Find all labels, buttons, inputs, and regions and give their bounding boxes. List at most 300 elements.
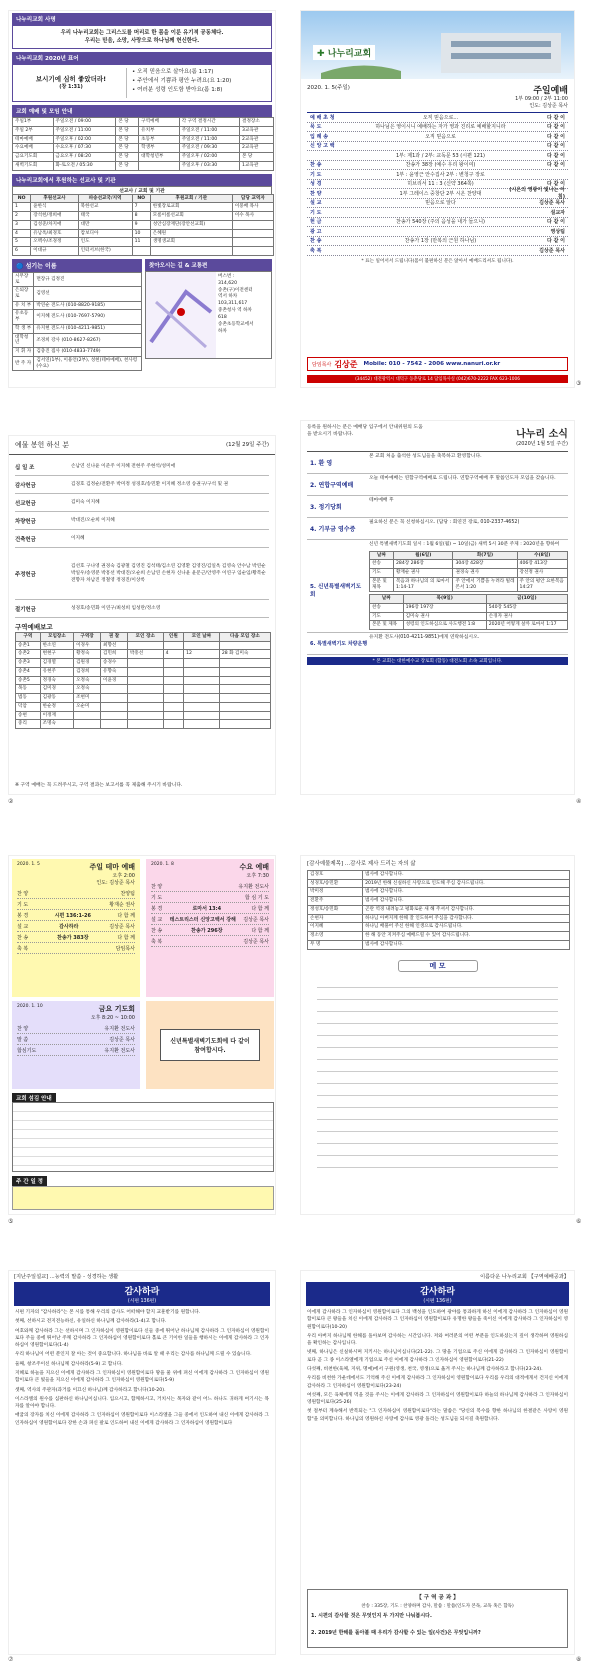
map-image xyxy=(146,272,216,358)
offering-category: 감사헌금 xyxy=(15,482,36,489)
table-cell xyxy=(101,711,128,720)
table-cell xyxy=(219,641,270,650)
worship-row xyxy=(13,135,274,144)
offering-names: 손남연 신나윤 이준주 이지혜 전현주 주현석/성미애 xyxy=(71,463,176,469)
table-cell: 장석헌/정희애 xyxy=(31,212,78,221)
offering-row xyxy=(15,548,269,600)
staff-map-row xyxy=(12,259,272,369)
news-item xyxy=(307,474,568,496)
page-number: ⑤ xyxy=(8,1218,14,1225)
table-cell: 황정숙 xyxy=(74,650,101,659)
table-cell: 이경우 xyxy=(74,641,101,650)
table-cell xyxy=(184,667,220,676)
table-cell: 유초등부 xyxy=(13,310,34,324)
table-cell: 주일오후 / 02:00 xyxy=(53,135,116,144)
sermon-title-box xyxy=(14,1282,270,1306)
cell-row xyxy=(16,659,271,668)
map-info-line: 송촌(구)이전센터 xyxy=(218,287,253,293)
table-cell: 변현구 xyxy=(40,650,73,659)
table-header-cell: 모인 장소 xyxy=(127,633,163,642)
table-cell: 3 xyxy=(13,220,31,229)
table-cell: 전환주 xyxy=(308,897,363,906)
staff-row xyxy=(13,333,142,347)
order-item-content: 오직 믿음으로... xyxy=(422,114,459,121)
table-cell: 결정장소 xyxy=(240,118,274,127)
order-item-leader: 다 같 이 xyxy=(547,219,565,226)
table-header-cell: 후원선교사 xyxy=(31,194,78,203)
offering-names: 김미숙 이지혜 xyxy=(71,499,100,505)
order-item-label: 성 경 xyxy=(310,181,322,188)
thanks-row xyxy=(308,879,570,888)
order-item-content: 1부: 제1과 / 2부: 교독문 53 (시편 121) xyxy=(395,152,485,159)
table-cell: 반 주 자 xyxy=(13,356,34,370)
lesson-title-box xyxy=(306,1282,569,1306)
table-cell xyxy=(163,659,183,668)
staff-row xyxy=(13,348,142,357)
offering-row xyxy=(15,476,269,494)
page-1-info xyxy=(8,10,276,388)
page-number: ② xyxy=(8,798,14,805)
table-cell xyxy=(219,685,270,694)
goal-item: • 주안에서 기쁨과 평안 누려요(요 1:20) xyxy=(132,78,232,85)
order-row xyxy=(307,142,568,152)
table-cell: 하나님 배풀어 주신 한해 인생으로 감사드립니다. xyxy=(363,923,570,932)
table-header-row xyxy=(16,633,271,642)
lesson-paragraph: 이에게 감사하라 그 인자하심이 영원함이로다 그의 백성을 인도하여 광야를 통과하게 하신 이에게 감사하라 그 인자하심이 영원함이로다 큰 왕들을 치신 이에게 감사하라 그 인자하심이 영원함이로다 유명한 왕들을 죽이신 이에게 감사하라 그 인자하심이 영원함이로다(10-20) xyxy=(307,1310,568,1330)
table-cell: 캄보디아 xyxy=(78,229,132,238)
table-cell: 1 xyxy=(13,203,31,212)
table-cell: 범사에 감사합니다. xyxy=(363,888,570,897)
table-cell: 유향숙 xyxy=(101,667,128,676)
service-order-cell: 황재순 권사 xyxy=(109,901,135,908)
sunday-time: 오후 2:00 xyxy=(112,873,135,879)
table-cell: 196장 197장 xyxy=(403,603,486,612)
order-item-content: 믿음으로 알다 xyxy=(425,200,456,207)
cover-banner xyxy=(301,11,574,79)
table-cell xyxy=(219,720,270,729)
cell-row xyxy=(16,685,271,694)
sunday-leader: 인도: 김상준 목사 xyxy=(96,880,135,886)
news-item-text: 테마예배 후 xyxy=(369,498,394,503)
news-item-text: 오늘 테마예배는 연합구역예배로 드립니다. 연합구역예배 후 말씀인도자 모임을 갖습니다. xyxy=(369,476,556,481)
memo-line xyxy=(317,1012,558,1024)
table-cell: 김충진 집사 (010-4833-7749) xyxy=(34,348,142,357)
table-header-cell: 구역장 xyxy=(74,633,101,642)
mission-table xyxy=(12,194,274,256)
wednesday-title: 수요 예배 xyxy=(239,863,269,871)
table-cell: 조현미 xyxy=(74,694,101,703)
table-cell: 1교육관 xyxy=(240,161,274,170)
order-item-content: 찬송가 1장 (만복의 근원 하나님) xyxy=(404,238,477,245)
table-cell: 새벽기도회 xyxy=(13,161,54,170)
table-cell: 구역예배 xyxy=(139,118,180,127)
dawn-row xyxy=(370,569,568,578)
news-foot: * 본 교회는 대한예수교 장로회 (합동) 대전노회 소속 교회입니다. xyxy=(307,657,568,665)
table-cell xyxy=(127,711,163,720)
table-cell: 주일오후 / 02:00 xyxy=(179,153,239,162)
order-row xyxy=(307,123,568,133)
table-cell: 초등부 xyxy=(139,135,180,144)
table-cell: 인도 xyxy=(78,238,132,247)
order-list xyxy=(307,112,568,256)
page-number: ⑦ xyxy=(8,1656,14,1663)
table-cell xyxy=(150,247,232,256)
table-cell xyxy=(127,641,163,650)
page-number: ③ xyxy=(576,380,582,387)
apply-box xyxy=(307,1589,568,1648)
page-8-lesson xyxy=(300,1270,575,1655)
memo-line xyxy=(317,1144,558,1156)
service-order-cell: 김상준 목사 xyxy=(109,923,135,930)
table-cell: 곤란 역경 내려놓고 평화로운 새 해 주셔서 감사합니다. xyxy=(363,905,570,914)
table-cell: 3교육관 xyxy=(240,126,274,135)
sermon-paragraph: 지혜로 하늘을 지으신 이에게 감사하라 그 인자하심이 영원함이로다 땅을 물 위에 펴신 이에게 감사하라 그 인자하심이 영원함이로다 큰 빛들을 지으신 이에게 감사하라 그 인자하심이 영원함이로다(5-9) xyxy=(15,1370,269,1384)
order-row xyxy=(307,218,568,228)
thanks-row xyxy=(308,914,570,923)
news-item-text: 유지환 전도사(010-4211-9851)에게 연락하십시오. xyxy=(369,635,480,641)
table-cell xyxy=(232,238,273,247)
table-cell xyxy=(163,685,183,694)
cell-title: 구역예배보고 xyxy=(15,623,53,631)
table-cell: 유현주 xyxy=(40,667,73,676)
lesson-paragraph: 여섯째, 모든 육체에게 먹을 것을 주시는 이에게 감사하라 그 인자하심이 영원함이로다 하늘의 하나님께 감사하라 그 인자하심이 영원함이로다(25-26) xyxy=(307,1392,568,1406)
table-cell: 284장 286장 xyxy=(393,560,452,569)
service-order-row xyxy=(17,1045,135,1056)
memo-line xyxy=(317,1036,558,1048)
table-cell: 주 안에서 기쁨을 누려라 빌레몬서 1:20 xyxy=(453,577,517,591)
table-cell: 김광동 xyxy=(40,694,73,703)
service-order-cell: 찬양팀 xyxy=(120,890,135,897)
memo-lines xyxy=(317,976,558,1168)
table-header-row xyxy=(370,551,568,560)
service-order-cell: 찬 송 xyxy=(17,934,29,941)
sermon-paragraph: 시편 기자의 "감사하라"는 본 시를 통해 우리의 감사도 어떠해야 할지 교훈받기를 원합니다. xyxy=(15,1310,201,1315)
table-cell: 주일 2부 xyxy=(13,126,54,135)
table-header-cell: 수(8일) xyxy=(517,551,567,560)
sermon-head: [지난주일설교] ...능력의 말씀 - 성경하는 생활 xyxy=(14,1274,119,1280)
table-cell: 본문 및 제목 xyxy=(370,577,394,591)
table-cell: 김원경 xyxy=(74,659,101,668)
question-1: 1. 시편의 감사할 것은 무엇인지 두 가지만 나눠봅시다. xyxy=(311,1613,432,1619)
offering-names: 김선호 구나영 권경숙 김광철 김영진 김석태/김소연 김영환 김영진/김일옥 김영숙 안수남 박연순 박일우/송영분 박흥선 박대진/오순희 손남연 손현자 신나윤 윤문근/안영주 이연구 임순임/황복순 전향자 차남진 정철영 정경진/이상록 xyxy=(71,563,266,584)
dawn-prayer-block xyxy=(307,540,568,633)
thanks-title: [감사예물제목] ...감사로 제사 드리는 자의 삶 xyxy=(307,861,416,867)
news-item-text: 필요하신 분은 꼭 신청하십시오. (담당 : 회연진 장로, 010-2337-4652) xyxy=(369,520,520,525)
service-order-cell: 찬 양 xyxy=(17,890,29,897)
service-order-cell: 합 심 기 도 xyxy=(244,894,269,901)
table-cell: 유지현 전도사 (010-4211-9851) xyxy=(34,324,142,333)
table-cell: 김영선 xyxy=(34,287,142,301)
table-cell: 수요예배 xyxy=(13,144,54,153)
order-row xyxy=(307,237,568,247)
table-cell: 송현 xyxy=(16,711,41,720)
lesson-paragraph: 다섯째, 비천한(육체, 지위, 명예)에서 구원(영생, 천국, 영생)으로 옮겨 주시는 하나님께 감사하라고 합니다(23-24). xyxy=(307,1366,543,1372)
staff-row xyxy=(13,356,142,370)
page-6-thanks xyxy=(300,855,575,1215)
order-item-leader: 다 같 이 xyxy=(547,133,565,140)
table-cell: 2020년 어떻게 살까 로마서 1:17 xyxy=(486,621,567,630)
staff-row xyxy=(13,301,142,310)
table-cell: 복음과 하나님의 의 로마서 1:14-17 xyxy=(393,577,452,591)
table-cell: 범사에 감사합니다. xyxy=(363,940,570,949)
table-cell: 범사에 감사합니다. xyxy=(363,871,570,880)
news-item-label: 3. 정기당회 xyxy=(310,504,342,511)
service-order-cell: 찬 양 xyxy=(151,883,163,890)
order-item-content: 찬송가 540장 (주의 음성을 내가 들으니) xyxy=(395,219,485,226)
table-cell: 주 안의 평안 요한복음 14:27 xyxy=(517,577,567,591)
service-order-cell: 축 복 xyxy=(151,938,163,945)
table-cell: 성경호/송민환 xyxy=(308,879,363,888)
table-cell: 박연순 전도사 (010-8820-9185) xyxy=(34,301,142,310)
map-info-line: 버스번 : xyxy=(218,273,235,279)
table-cell: 박흥선 xyxy=(127,650,163,659)
order-item-content: 히브리서 11 : 3 (신약 364쪽) xyxy=(407,181,474,188)
table-cell: 각 구역 결정시간 xyxy=(179,118,239,127)
sunday-title: 주일 테마 예배 xyxy=(89,863,135,871)
service-order-cell: 감사하라 xyxy=(59,923,79,930)
staff-table xyxy=(12,272,142,372)
table-header-cell: 모인 날짜 xyxy=(184,633,220,642)
order-item-label: 입 례 송 xyxy=(310,133,328,140)
news-item-label: 1. 환 영 xyxy=(310,460,333,467)
sermon-paragraph: 이스라엘의 원수를 심판하신 하나님이십니다. 입으시고, 함께하시고, 거치시는 목자와 같이 어느 하나도 귀하게 여기시는 목자를 알아야 합니다. xyxy=(15,1396,269,1410)
service-order-cell: 말 씀 xyxy=(17,1036,29,1043)
table-cell xyxy=(232,247,273,256)
table-cell: 9 xyxy=(132,220,150,229)
table-cell xyxy=(219,676,270,685)
worship-table xyxy=(12,117,274,170)
order-item-leader: 다 같 이 xyxy=(547,114,565,121)
table-cell: 은퇴장로 xyxy=(13,287,34,301)
service-order-cell: 김상준 목사 xyxy=(243,916,269,923)
worship-row xyxy=(13,153,274,162)
offering-category: 건축헌금 xyxy=(15,536,36,543)
table-header-cell: 후원교회 / 기관 xyxy=(150,194,232,203)
table-cell: 본문 및 제목 xyxy=(370,621,404,630)
table-cell: 금요오후 / 08:20 xyxy=(53,153,116,162)
table-cell: 주일오전 / 11:00 xyxy=(179,135,239,144)
order-item-leader: 김상준 목사 xyxy=(539,200,565,207)
serve-table xyxy=(12,1102,274,1172)
sermon-paragraph: 여호와께 감사하라 그는 선하시며 그 인자하심이 영원함이로다 신들 중에 뛰어난 하나님께 감사하라 그 인자하심이 영원함이로다 주들 중에 뛰어난 주께 감사하라 그 인자하심이 영원함이로다 홀로 큰 기이한 일들을 행하시는 이에게 감사하라 그 인자하심이 영원함이로다(1-4) xyxy=(15,1328,269,1349)
church-name: ✚ 나누리교회 xyxy=(313,45,375,60)
worship-title: 교회 예배 및 모임 안내 xyxy=(12,105,272,117)
table-cell xyxy=(101,702,128,711)
map-info-line: 103,311,617 xyxy=(218,301,248,307)
table-cell: 오정숙 xyxy=(74,676,101,685)
table-cell: 북한선교 xyxy=(78,203,132,212)
service-order-row xyxy=(17,910,135,921)
table-cell xyxy=(184,676,220,685)
table-header-cell: 구역 xyxy=(16,633,41,642)
order-item-label: 찬 송 xyxy=(310,162,322,169)
order-row xyxy=(307,189,568,199)
table-cell: 4 xyxy=(163,650,183,659)
dawn-row xyxy=(370,603,568,612)
table-header-cell: 권 찰 xyxy=(101,633,128,642)
new-year-prayer-note: 신년특별새벽기도회에 다 같이 참여합시다. xyxy=(160,1029,260,1061)
news-header xyxy=(301,421,574,451)
news-list xyxy=(307,451,568,540)
cell-report-table xyxy=(15,632,271,729)
map-box xyxy=(145,259,272,357)
service-order-row xyxy=(17,1023,135,1034)
table-cell: 오맥수/조경정 xyxy=(31,238,78,247)
memo-line xyxy=(317,988,558,1000)
order-item-label: 설 교 xyxy=(310,200,322,207)
lesson-head: 이름다운 나누리교회 【구역예배공과】 xyxy=(480,1274,569,1280)
table-cell: 금요기도회 xyxy=(13,153,54,162)
lesson-paragraph: 우리 아버지 하나님께 한해를 돌아보며 감사하는 시간입니다. 저와 여러분의 어떤 부분을 인도하셨는지 깊이 생각하며 영원하심을 확인하는 감사입니다. xyxy=(307,1333,568,1347)
worship-row xyxy=(13,118,274,127)
service-order-cell: 다 함 께 xyxy=(117,912,135,919)
table-cell: 찬송 xyxy=(370,560,394,569)
table-cell xyxy=(127,685,163,694)
table-cell xyxy=(184,659,220,668)
memo-line xyxy=(317,976,558,988)
page-number: ④ xyxy=(576,798,582,805)
service-order-cell: 설 교 xyxy=(17,923,29,930)
table-cell: 본 당 xyxy=(240,153,274,162)
table-cell: 성령의 인도하심으로 사도행전 1:8 xyxy=(403,621,486,630)
map-info-line: 314,620 xyxy=(218,280,237,286)
table-cell: 김미숙 권사 xyxy=(403,612,486,621)
table-cell xyxy=(74,720,101,729)
thanks-row xyxy=(308,940,570,949)
table-header-cell: 파송선교국/지역 xyxy=(78,194,132,203)
order-row xyxy=(307,151,568,161)
table-cell: 김성준/차지애 xyxy=(31,220,78,229)
order-item-content: 1부 그레이스 중창단 2부 시온 찬양대 xyxy=(399,190,482,197)
service-time-block xyxy=(301,96,574,110)
service-order-cell: 기 도 xyxy=(17,901,29,908)
table-cell: 오정숙 xyxy=(74,685,101,694)
cell-row xyxy=(16,711,271,720)
table-cell: 법동 xyxy=(16,694,41,703)
service-order-cell: 봉 경 xyxy=(17,912,29,919)
table-cell: 주일오전 / 09:00 xyxy=(53,118,116,127)
table-cell: 2교육관 xyxy=(240,135,274,144)
service-order-cell: 다 함 께 xyxy=(251,905,269,912)
table-header-row xyxy=(370,595,568,604)
table-cell xyxy=(127,667,163,676)
cell-row xyxy=(16,667,271,676)
table-cell: 범사에 감사합니다. xyxy=(363,897,570,906)
table-cell: 한순정 xyxy=(40,702,73,711)
table-header-cell: 다음 모임 장소 xyxy=(219,633,270,642)
memo-line xyxy=(317,1048,558,1060)
sermon-text xyxy=(9,1306,275,1432)
service-order-cell: 유지환 전도사 xyxy=(104,1047,135,1054)
order-item-label: 예 배 초 청 xyxy=(310,114,335,121)
memo-line xyxy=(317,1108,558,1120)
table-cell: 4 xyxy=(13,229,31,238)
order-item-leader: 다 같 이 xyxy=(547,124,565,131)
order-item-label: 신 앙 고 백 xyxy=(310,143,335,150)
new-year-prayer-box xyxy=(146,1001,274,1089)
table-cell: 주일오전 / 11:00 xyxy=(53,126,116,135)
table-header-cell: 날짜 xyxy=(370,551,394,560)
table-cell xyxy=(139,161,180,170)
news-intro: 등록을 원하시는 분은 예배당 입구에서 안내위원의 도움을 받으시기 바랍니다. xyxy=(307,425,423,437)
mission-row xyxy=(13,203,274,212)
mission-row xyxy=(13,220,274,229)
table-cell: 김경호 xyxy=(308,871,363,880)
table-cell: 6 xyxy=(13,247,31,256)
order-row xyxy=(307,227,568,237)
table-cell: 이수 목사 xyxy=(232,212,273,221)
thanks-row xyxy=(308,923,570,932)
table-cell: 모룸이룸선교회 xyxy=(150,212,232,221)
news-item xyxy=(307,452,568,474)
offering-names: 성경호/송민화 이연구/최성희 임성란/정소영 xyxy=(71,605,161,611)
table-cell: 이정재 xyxy=(40,711,73,720)
table-cell: 면장규 김정진 xyxy=(34,272,142,286)
offering-row xyxy=(15,600,269,618)
map-info-line: 송촌초등학교에서 xyxy=(218,322,254,327)
table-cell xyxy=(163,676,183,685)
table-cell: 이윤경 xyxy=(101,676,128,685)
table-cell: 12 xyxy=(184,650,220,659)
cell-row xyxy=(16,676,271,685)
news-item xyxy=(307,633,568,655)
table-header-cell: 담당 교역자 xyxy=(232,194,273,203)
table-cell: 이지혜 xyxy=(308,923,363,932)
order-item-leader: 다 같 이 xyxy=(547,181,565,188)
date-title-row xyxy=(301,79,574,96)
table-cell: 손현자 xyxy=(308,914,363,923)
table-cell: 2019년 한해 신실하신 사랑으로 인도해 주심 감사드립니다. xyxy=(363,879,570,888)
table-cell: 김경희 xyxy=(74,667,101,676)
table-cell: 정소영 xyxy=(308,932,363,941)
order-item-label: 기 도 xyxy=(310,171,322,178)
dawn-row xyxy=(370,612,568,621)
sermon-paragraph: 우리 하나님이 어떤 분인지 잘 아는 것이 중요합니다. 하나님을 바로 알 때 우리는 감사를 하나님께 드릴 수 있습니다. xyxy=(15,1352,252,1358)
order-row xyxy=(307,132,568,142)
worship-row xyxy=(13,126,274,135)
table-cell: 테마예배 xyxy=(13,135,54,144)
table-cell xyxy=(219,694,270,703)
service-order-row xyxy=(151,892,269,903)
map-info-line: 하차 xyxy=(218,328,227,334)
cell-row xyxy=(16,650,271,659)
table-cell: 이뭉배 목사 xyxy=(232,203,273,212)
goal-title: 나누리교회 2020년 표어 xyxy=(12,52,272,64)
sermon-paragraph: 둘째, 창조주이신 하나님께 감사하라(5-9) 고 합니다. xyxy=(15,1361,123,1367)
table-cell xyxy=(232,229,273,238)
cell-row xyxy=(16,694,271,703)
table-cell: 주일오후 / 03:30 xyxy=(179,161,239,170)
table-header-cell: 목(9일) xyxy=(403,595,486,604)
table-header-row xyxy=(13,194,274,203)
table-cell: 기도 xyxy=(370,569,394,578)
news-item-text: 본 교회 처음 출석한 성도님들을 축복하고 환영합니다. xyxy=(369,454,482,459)
order-item-leader: 다 같 이 xyxy=(547,162,565,169)
table-cell: 본 당 xyxy=(116,161,139,170)
sermon-paragraph: 애굽의 장자를 치신 이에게 감사하라 그 인자하심이 영원함이로다 이스라엘을 그들 중에서 인도하여 내신 이에게 감사하라 그 인자하심이 영원함이로다 강한 손과 펴신 팔로 인도하여 내신 이에게 감사하라 그 인자하심이 영원함이로다 xyxy=(15,1413,269,1426)
memo-line xyxy=(317,1132,558,1144)
table-cell: 학 생 부 xyxy=(13,324,34,333)
worship-row xyxy=(13,144,274,153)
table-cell xyxy=(232,220,273,229)
sunday-date: 2020. 1. 5 xyxy=(17,862,40,867)
table-header-cell: 인원 xyxy=(163,633,183,642)
table-cell: 송촌4 xyxy=(16,667,41,676)
order-item-leader: 설교자 xyxy=(550,209,565,216)
table-cell: 시무장로 xyxy=(13,272,34,286)
table-cell: 2교육관 xyxy=(240,144,274,153)
apply-title: 【 구 역 공 과 】 xyxy=(416,1595,459,1601)
